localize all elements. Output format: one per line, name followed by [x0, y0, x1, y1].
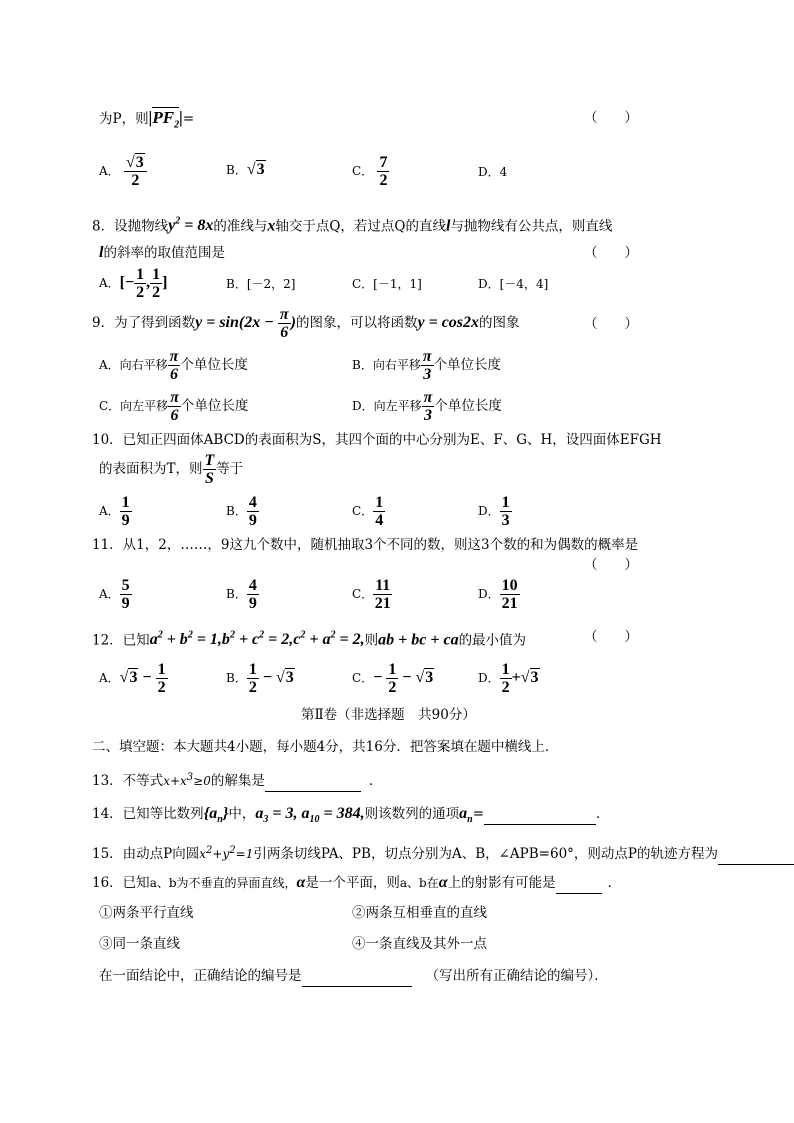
q9-text2: 的图象，可以将函数 [295, 315, 418, 332]
q13 [92, 768, 382, 792]
q7-opt-b-label: B． [226, 163, 247, 177]
q7-expr-tail: = [182, 111, 195, 127]
q9-text3: 的图象 [479, 315, 520, 332]
q9-opt-b-text: B．向右平移 [352, 358, 421, 372]
q8-text4: 与抛物线有公共点，则直线 [450, 218, 613, 235]
q14-text4: ． [596, 806, 610, 822]
q12-opt-d-label: D． [478, 671, 500, 685]
q7-opt-a-sqrt: 3 [135, 154, 144, 171]
q16-alpha2: α [438, 874, 448, 891]
q14-terms: $a_3 = 3$, $a_{10} = 384$, [255, 805, 365, 826]
q8-x: x [267, 217, 276, 235]
q7-opt-d: D．4 [478, 165, 508, 179]
q8-stem [92, 212, 612, 236]
q10-text2: 的表面积为T，则 [99, 461, 203, 477]
q11-opt-c-label: C． [352, 587, 374, 601]
section2-title: 第Ⅱ卷（非选择题 共90分） [301, 707, 476, 723]
q15-circle: $x^2+y^2=1$ [199, 845, 254, 861]
q10-ts: $\frac{T}{S}$ [204, 452, 215, 487]
q13-text2: 的解集是 [210, 773, 265, 789]
q7-opt-c-num: 7 [379, 154, 388, 171]
q10-stem-2 [99, 452, 243, 487]
q8-opt-a-bracket: [− $\frac{1}{2}$ , $\frac{1}{2}$ ] [119, 266, 168, 301]
q8-opt-c: C．[－1，1] [352, 277, 422, 291]
q9-stem [92, 306, 520, 341]
q10-stem: 10．已知正四面体ABCD的表面积为S，其四个面的中心分别为E、F、G、H，设四面体EFGH [92, 432, 662, 448]
q10-opt-a-label: A． [99, 504, 120, 518]
q10-opt-a: A． $\frac{1}{9}$ [99, 494, 130, 529]
q12-opt-c-label: C． [352, 671, 374, 685]
q8-l1: l [445, 217, 451, 235]
q12-expr: ab + bc + ca [378, 631, 459, 649]
q16-text1: 16．已知 [92, 875, 150, 891]
q11-opt-a: A． $\frac{5}{9}$ [99, 577, 130, 612]
q12-conditions: $a^2 + b^2 = 1,b^2 + c^2 = 2,c^2 + a^2 = 2$, [149, 630, 365, 649]
q10-opt-b-label: B． [226, 504, 247, 518]
q16-conclusion-note: （写出所有正确结论的编号）． [425, 968, 608, 984]
q14-blank[interactable] [484, 804, 596, 825]
q7-paren: （ ） [584, 110, 638, 126]
q9-opt-d-text: D．向左平移 [352, 399, 422, 413]
q12-opt-b-label: B． [226, 671, 247, 685]
q14-text3: 则该数列的通项 [364, 806, 460, 822]
q14-seq: $\{a_n\}$ [203, 805, 229, 826]
q8-stem-2 [99, 243, 225, 263]
q15 [92, 841, 794, 865]
q12-text3: 的最小值为 [458, 632, 527, 649]
q11-opt-b: B． $\frac{4}{9}$ [226, 577, 257, 612]
q11-opt-d-label: D． [478, 587, 500, 601]
q16-opt3: ③同一条直线 [99, 936, 180, 952]
q13-blank[interactable] [265, 771, 361, 792]
q14: 14．已知等比数列$\{a_n\}$中，$a_3 = 3$, $a_{10} = 384$,则该数列的通项$a_n=$ ． [92, 805, 610, 826]
q9-opt-c-unit: 个单位长度 [180, 398, 249, 414]
q8-text2: 的准线与 [213, 218, 268, 235]
q7-opt-c [352, 154, 389, 189]
q7-opt-a-frac: $\frac{√3}{2}$ [124, 154, 147, 189]
q10-opt-c: C． $\frac{1}{4}$ [352, 494, 384, 529]
q16-text3: 是一个平面，则 [305, 875, 400, 891]
q8-text3: 轴交于点Q，若过点Q的直线 [275, 218, 446, 235]
q12-stem [92, 626, 526, 650]
q16 [92, 873, 621, 894]
q7-opt-c-label: C． [352, 164, 374, 178]
q14-an: $a_n$ [459, 805, 473, 826]
q9-cos: y = cos2x [417, 314, 480, 332]
q16-text2: a、b为不垂直的异面直线， [149, 876, 297, 890]
q10-opt-b: B． $\frac{4}{9}$ [226, 494, 257, 529]
q12-opt-a-label: A． [99, 671, 120, 685]
part2-intro: 二、填空题：本大题共4小题，每小题4分，共16分．把答案填在题中横线上． [92, 739, 559, 755]
q9-opt-b: B．向右平移 $\frac{\pi}{3}$ 个单位长度 [352, 348, 502, 383]
q12-opt-d: D． $\frac{1}{2}$ +√3 [478, 661, 539, 696]
q16-conclusion-text: 在一面结论中，正确结论的编号是 [99, 968, 302, 984]
q7-stem [99, 108, 194, 135]
q9-opt-d: D．向左平移 $\frac{\pi}{3}$ 个单位长度 [352, 389, 502, 424]
q12-opt-a: A．√3 − $\frac{1}{2}$ [99, 661, 166, 696]
q12-opt-b: B． $\frac{1}{2}$ − √3 [226, 661, 294, 696]
q7-opt-a-den: 2 [131, 172, 140, 189]
q9-opt-c-text: C．向左平移 [99, 399, 169, 413]
q15-text1: 15．由动点P向圆 [92, 846, 200, 862]
q16-alpha1: α [296, 874, 306, 891]
q9-opt-a-unit: 个单位长度 [180, 357, 248, 373]
q7-opt-b: B．√3 [226, 161, 265, 178]
q10-opt-c-label: C． [352, 504, 374, 518]
q8-opt-b: B．[－2，2] [226, 277, 296, 291]
q9-opt-b-unit: 个单位长度 [433, 357, 502, 373]
q14-text2: 中， [228, 806, 256, 822]
q16-conclusion [99, 966, 608, 987]
q8-opt-d: D．[－4，4] [478, 277, 549, 291]
q9-opt-a-text: A．向右平移 [99, 358, 168, 372]
q8-opt-a [99, 266, 167, 301]
q11-stem: 11．从1，2，……，9这九个数中，随机抽取3个不同的数，则这3个数的和为偶数的概率是 [92, 537, 639, 553]
q11-paren: （ ） [584, 557, 638, 573]
q8-opt-a-label: A． [99, 276, 120, 291]
q12-text2: 则 [364, 632, 379, 649]
q16-blank[interactable] [556, 873, 602, 894]
q11-opt-d: D． $\frac{10}{21}$ [478, 577, 518, 612]
q10-opt-d-label: D． [478, 504, 500, 518]
q16-opt1: ①两条平行直线 [99, 905, 194, 921]
q8-l2: l [99, 244, 104, 261]
q16-text6: ． [607, 875, 622, 891]
q9-paren: （ ） [584, 316, 638, 332]
q9-text1: 9．为了得到函数 [92, 315, 196, 332]
q13-text1: 13．不等式 [92, 773, 164, 789]
q7-opt-a-label: A． [99, 164, 120, 178]
q9-opt-d-unit: 个单位长度 [434, 398, 502, 414]
q8-text1: 8．设抛物线 [92, 218, 169, 235]
q16-text5: 上的射影有可能是 [447, 875, 556, 891]
q8-text5: 的斜率的取值范围是 [103, 245, 225, 261]
q11-opt-b-label: B． [226, 587, 247, 601]
q13-expr: $x+x^3\ge 0$ [163, 772, 211, 788]
q8-paren: （ ） [584, 245, 638, 261]
q7-opt-b-sqrt: 3 [256, 161, 265, 178]
q7-opt-a [99, 154, 147, 189]
q16-opt4: ④一条直线及其外一点 [352, 936, 487, 952]
q11-opt-c: C． $\frac{11}{21}$ [352, 577, 391, 612]
q12-paren: （ ） [584, 629, 638, 645]
q14-text1: 14．已知等比数列 [92, 806, 204, 822]
q7-opt-c-den: 2 [379, 172, 388, 189]
q9-opt-c: C．向左平移 $\frac{\pi}{6}$ 个单位长度 [99, 389, 249, 424]
q7-text: 为P，则 [99, 111, 149, 127]
q10-text3: 等于 [216, 461, 244, 477]
q9-opt-a: A．向右平移 $\frac{\pi}{6}$ 个单位长度 [99, 348, 248, 383]
q7-abs-expr: $|PF_2|$ [148, 108, 183, 131]
q11-opt-a-label: A． [99, 587, 120, 601]
q7-opt-c-frac [377, 154, 389, 189]
q16-opt2: ②两条互相垂直的直线 [352, 905, 487, 921]
q13-text3: ． [368, 773, 383, 789]
q9-func: y = sin(2x − $\frac{\pi}{6}$ ) [195, 306, 296, 341]
q10-opt-d: D． $\frac{1}{3}$ [478, 494, 510, 529]
q8-parabola: $y^2 = 8x$ [168, 216, 214, 235]
q16-text4: a、b在 [399, 876, 439, 890]
q12-opt-c: C．− $\frac{1}{2}$ − √3 [352, 661, 434, 696]
q12-text1: 12．已知 [92, 632, 150, 649]
q15-text2: 引两条切线PA、PB，切点分别为A、B，∠APB=60°，则动点P的轨迹方程为 [253, 846, 718, 862]
q16-conclusion-blank[interactable] [302, 966, 412, 987]
q15-blank[interactable] [718, 844, 794, 865]
